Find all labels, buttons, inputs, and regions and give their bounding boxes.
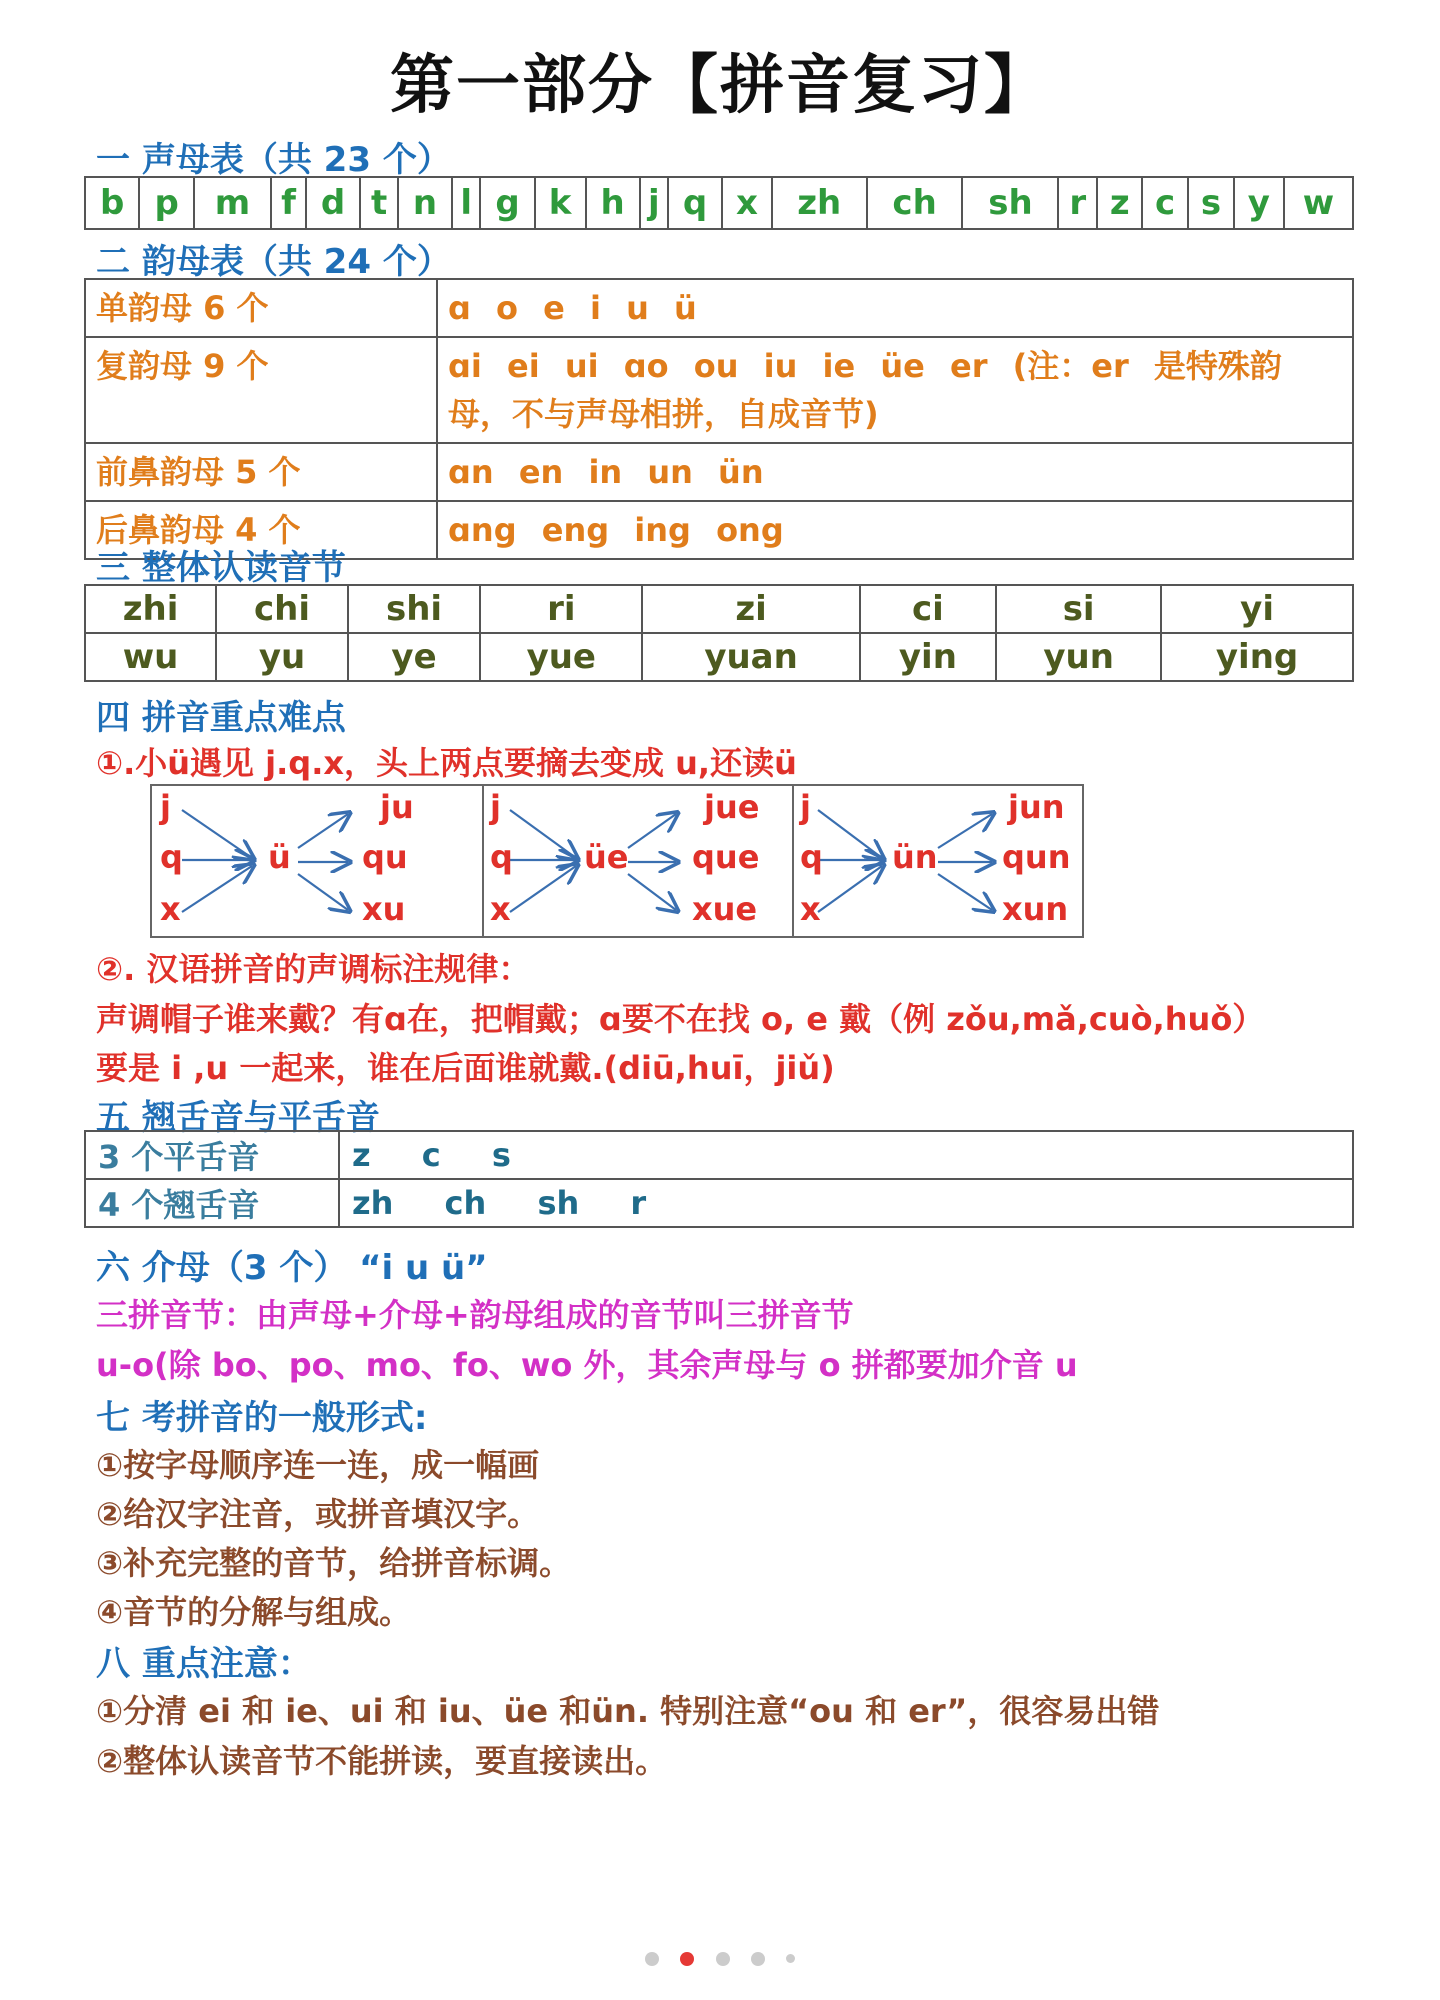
tongue-row: [85, 1179, 1353, 1227]
consonant-cell: s: [1188, 177, 1234, 229]
diagram-initial: q: [800, 838, 823, 876]
diagram-initial: x: [160, 890, 181, 928]
tongue-value: z c s: [339, 1131, 1353, 1179]
consonant-cell: ch: [867, 177, 963, 229]
consonant-cell: x: [722, 177, 771, 229]
attention-item: ②整体认读音节不能拼读，要直接读出。: [96, 1742, 668, 1780]
page-dot[interactable]: [751, 1952, 765, 1966]
finals-label: 后鼻韵母 4 个: [85, 501, 437, 559]
diagram-center: ü: [268, 838, 291, 876]
page-dot-active[interactable]: [680, 1952, 694, 1966]
whole-syllable-cell: yu: [216, 633, 348, 681]
u-o-note: u-o(除 bo、po、mo、fo、wo 外，其余声母与 o 拼都要加介音 u: [96, 1346, 1078, 1384]
rule-u-umlaut: ①.小ü遇见 j.q.x，头上两点要摘去变成 u,还读ü: [96, 744, 797, 782]
finals-value: ɑi ei ui ɑo ou iu ie üe er (注：er 是特殊韵母，不与声母相拼，自成音节): [437, 337, 1353, 443]
page-dot[interactable]: [786, 1954, 795, 1963]
diagram-result: xu: [362, 890, 406, 928]
whole-syllable-table: [84, 584, 1354, 682]
tongue-table: [84, 1130, 1354, 1228]
consonant-cell: c: [1142, 177, 1188, 229]
diagram-result: jun: [1008, 788, 1065, 826]
rule-tone-line1: 声调帽子谁来戴？有ɑ在，把帽戴；ɑ要不在找 o, e 戴（例 zǒu,mǎ,cuò,huǒ）: [96, 1000, 1265, 1038]
whole-syllable-cell: ci: [860, 585, 996, 633]
rule-tone-heading: ②. 汉语拼音的声调标注规律：: [96, 950, 531, 988]
tongue-row: [85, 1131, 1353, 1179]
jqx-diagram: [150, 784, 1084, 938]
whole-syllable-cell: yin: [860, 633, 996, 681]
diagram-result: jue: [704, 788, 760, 826]
finals-row: [85, 337, 1353, 443]
whole-syllable-cell: ri: [480, 585, 642, 633]
finals-label: 单韵母 6 个: [85, 279, 437, 337]
diagram-initial: q: [490, 838, 513, 876]
exam-form-item: ③补充完整的音节，给拼音标调。: [96, 1544, 572, 1582]
diagram-result: qu: [362, 838, 408, 876]
whole-syllable-cell: si: [996, 585, 1161, 633]
whole-syllable-cell: yuan: [642, 633, 859, 681]
diagram-center: üe: [584, 838, 629, 876]
consonant-cell: sh: [962, 177, 1058, 229]
section-heading-whole-syllables: 三 整体认读音节: [96, 548, 346, 588]
finals-value: ɑ o e i u ü: [437, 279, 1353, 337]
section-heading-exam-forms: 七 考拼音的一般形式:: [96, 1398, 428, 1438]
consonant-cell: t: [360, 177, 398, 229]
finals-label: 复韵母 9 个: [85, 337, 437, 443]
consonant-cell: w: [1284, 177, 1353, 229]
section-heading-key-points: 四 拼音重点难点: [96, 698, 346, 738]
section-heading-tongue-sounds: 五 翘舌音与平舌音: [96, 1098, 380, 1138]
whole-syllable-cell: wu: [85, 633, 216, 681]
consonant-table: [84, 176, 1354, 230]
consonant-cell: k: [535, 177, 586, 229]
finals-value: ɑn en in un ün: [437, 443, 1353, 501]
section-heading-finals: 二 韵母表（共 24 个）: [96, 242, 451, 282]
section-heading-consonants: 一 声母表（共 23 个）: [96, 140, 451, 180]
triple-syllable-note: 三拼音节：由声母+介母+韵母组成的音节叫三拼音节: [96, 1296, 854, 1334]
finals-value: ɑng eng ing ong: [437, 501, 1353, 559]
consonant-cell: y: [1234, 177, 1284, 229]
exam-form-item: ②给汉字注音，或拼音填汉字。: [96, 1495, 540, 1533]
consonant-row: [85, 177, 1353, 229]
attention-item: ①分清 ei 和 ie、ui 和 iu、üe 和ün. 特别注意“ou 和 er”，很容易出错: [96, 1692, 1160, 1730]
whole-syllable-cell: zhi: [85, 585, 216, 633]
finals-row: [85, 279, 1353, 337]
diagram-result: qun: [1002, 838, 1071, 876]
consonant-cell: f: [271, 177, 306, 229]
diagram-initial: j: [160, 788, 171, 826]
whole-syllable-cell: zi: [642, 585, 859, 633]
section-heading-medials: 六 介母（3 个） “i u ü”: [96, 1248, 488, 1288]
whole-syllable-cell: yue: [480, 633, 642, 681]
diagram-center: ün: [892, 838, 938, 876]
whole-syllable-cell: yun: [996, 633, 1161, 681]
consonant-cell: j: [640, 177, 668, 229]
consonant-cell: h: [586, 177, 640, 229]
finals-row: [85, 443, 1353, 501]
consonant-cell: b: [85, 177, 139, 229]
page-dot[interactable]: [645, 1952, 659, 1966]
diagram-initial: j: [800, 788, 811, 826]
exam-form-item: ①按字母顺序连一连，成一幅画: [96, 1446, 540, 1484]
diagram-initial: j: [490, 788, 501, 826]
section-heading-attention: 八 重点注意：: [96, 1644, 312, 1684]
tongue-label: 3 个平舌音: [85, 1131, 339, 1179]
diagram-result: ju: [380, 788, 414, 826]
whole-syllable-cell: ying: [1161, 633, 1353, 681]
tongue-value: zh ch sh r: [339, 1179, 1353, 1227]
whole-syllable-cell: chi: [216, 585, 348, 633]
diagram-result: que: [692, 838, 760, 876]
whole-syllable-row: [85, 633, 1353, 681]
consonant-cell: zh: [772, 177, 867, 229]
diagram-initial: x: [800, 890, 821, 928]
diagram-result: xue: [692, 890, 758, 928]
consonant-cell: n: [398, 177, 452, 229]
rule-tone-line2: 要是 i ,u 一起来，谁在后面谁就戴.(diū,huī，jiǔ): [96, 1049, 835, 1087]
page-title: 第一部分【拼音复习】: [390, 49, 1050, 123]
diagram-result: xun: [1002, 890, 1069, 928]
whole-syllable-cell: yi: [1161, 585, 1353, 633]
consonant-cell: d: [306, 177, 360, 229]
exam-form-item: ④音节的分解与组成。: [96, 1593, 412, 1631]
consonant-cell: q: [668, 177, 722, 229]
consonant-cell: l: [452, 177, 480, 229]
whole-syllable-cell: shi: [348, 585, 480, 633]
whole-syllable-cell: ye: [348, 633, 480, 681]
consonant-cell: p: [139, 177, 193, 229]
consonant-cell: z: [1097, 177, 1142, 229]
consonant-cell: g: [480, 177, 534, 229]
diagram-initial: q: [160, 838, 183, 876]
consonant-cell: m: [194, 177, 271, 229]
page-dot[interactable]: [716, 1952, 730, 1966]
page-indicator: [0, 1948, 1440, 1967]
consonant-cell: r: [1058, 177, 1097, 229]
tongue-label: 4 个翘舌音: [85, 1179, 339, 1227]
diagram-initial: x: [490, 890, 511, 928]
finals-table: [84, 278, 1354, 560]
finals-label: 前鼻韵母 5 个: [85, 443, 437, 501]
whole-syllable-row: [85, 585, 1353, 633]
